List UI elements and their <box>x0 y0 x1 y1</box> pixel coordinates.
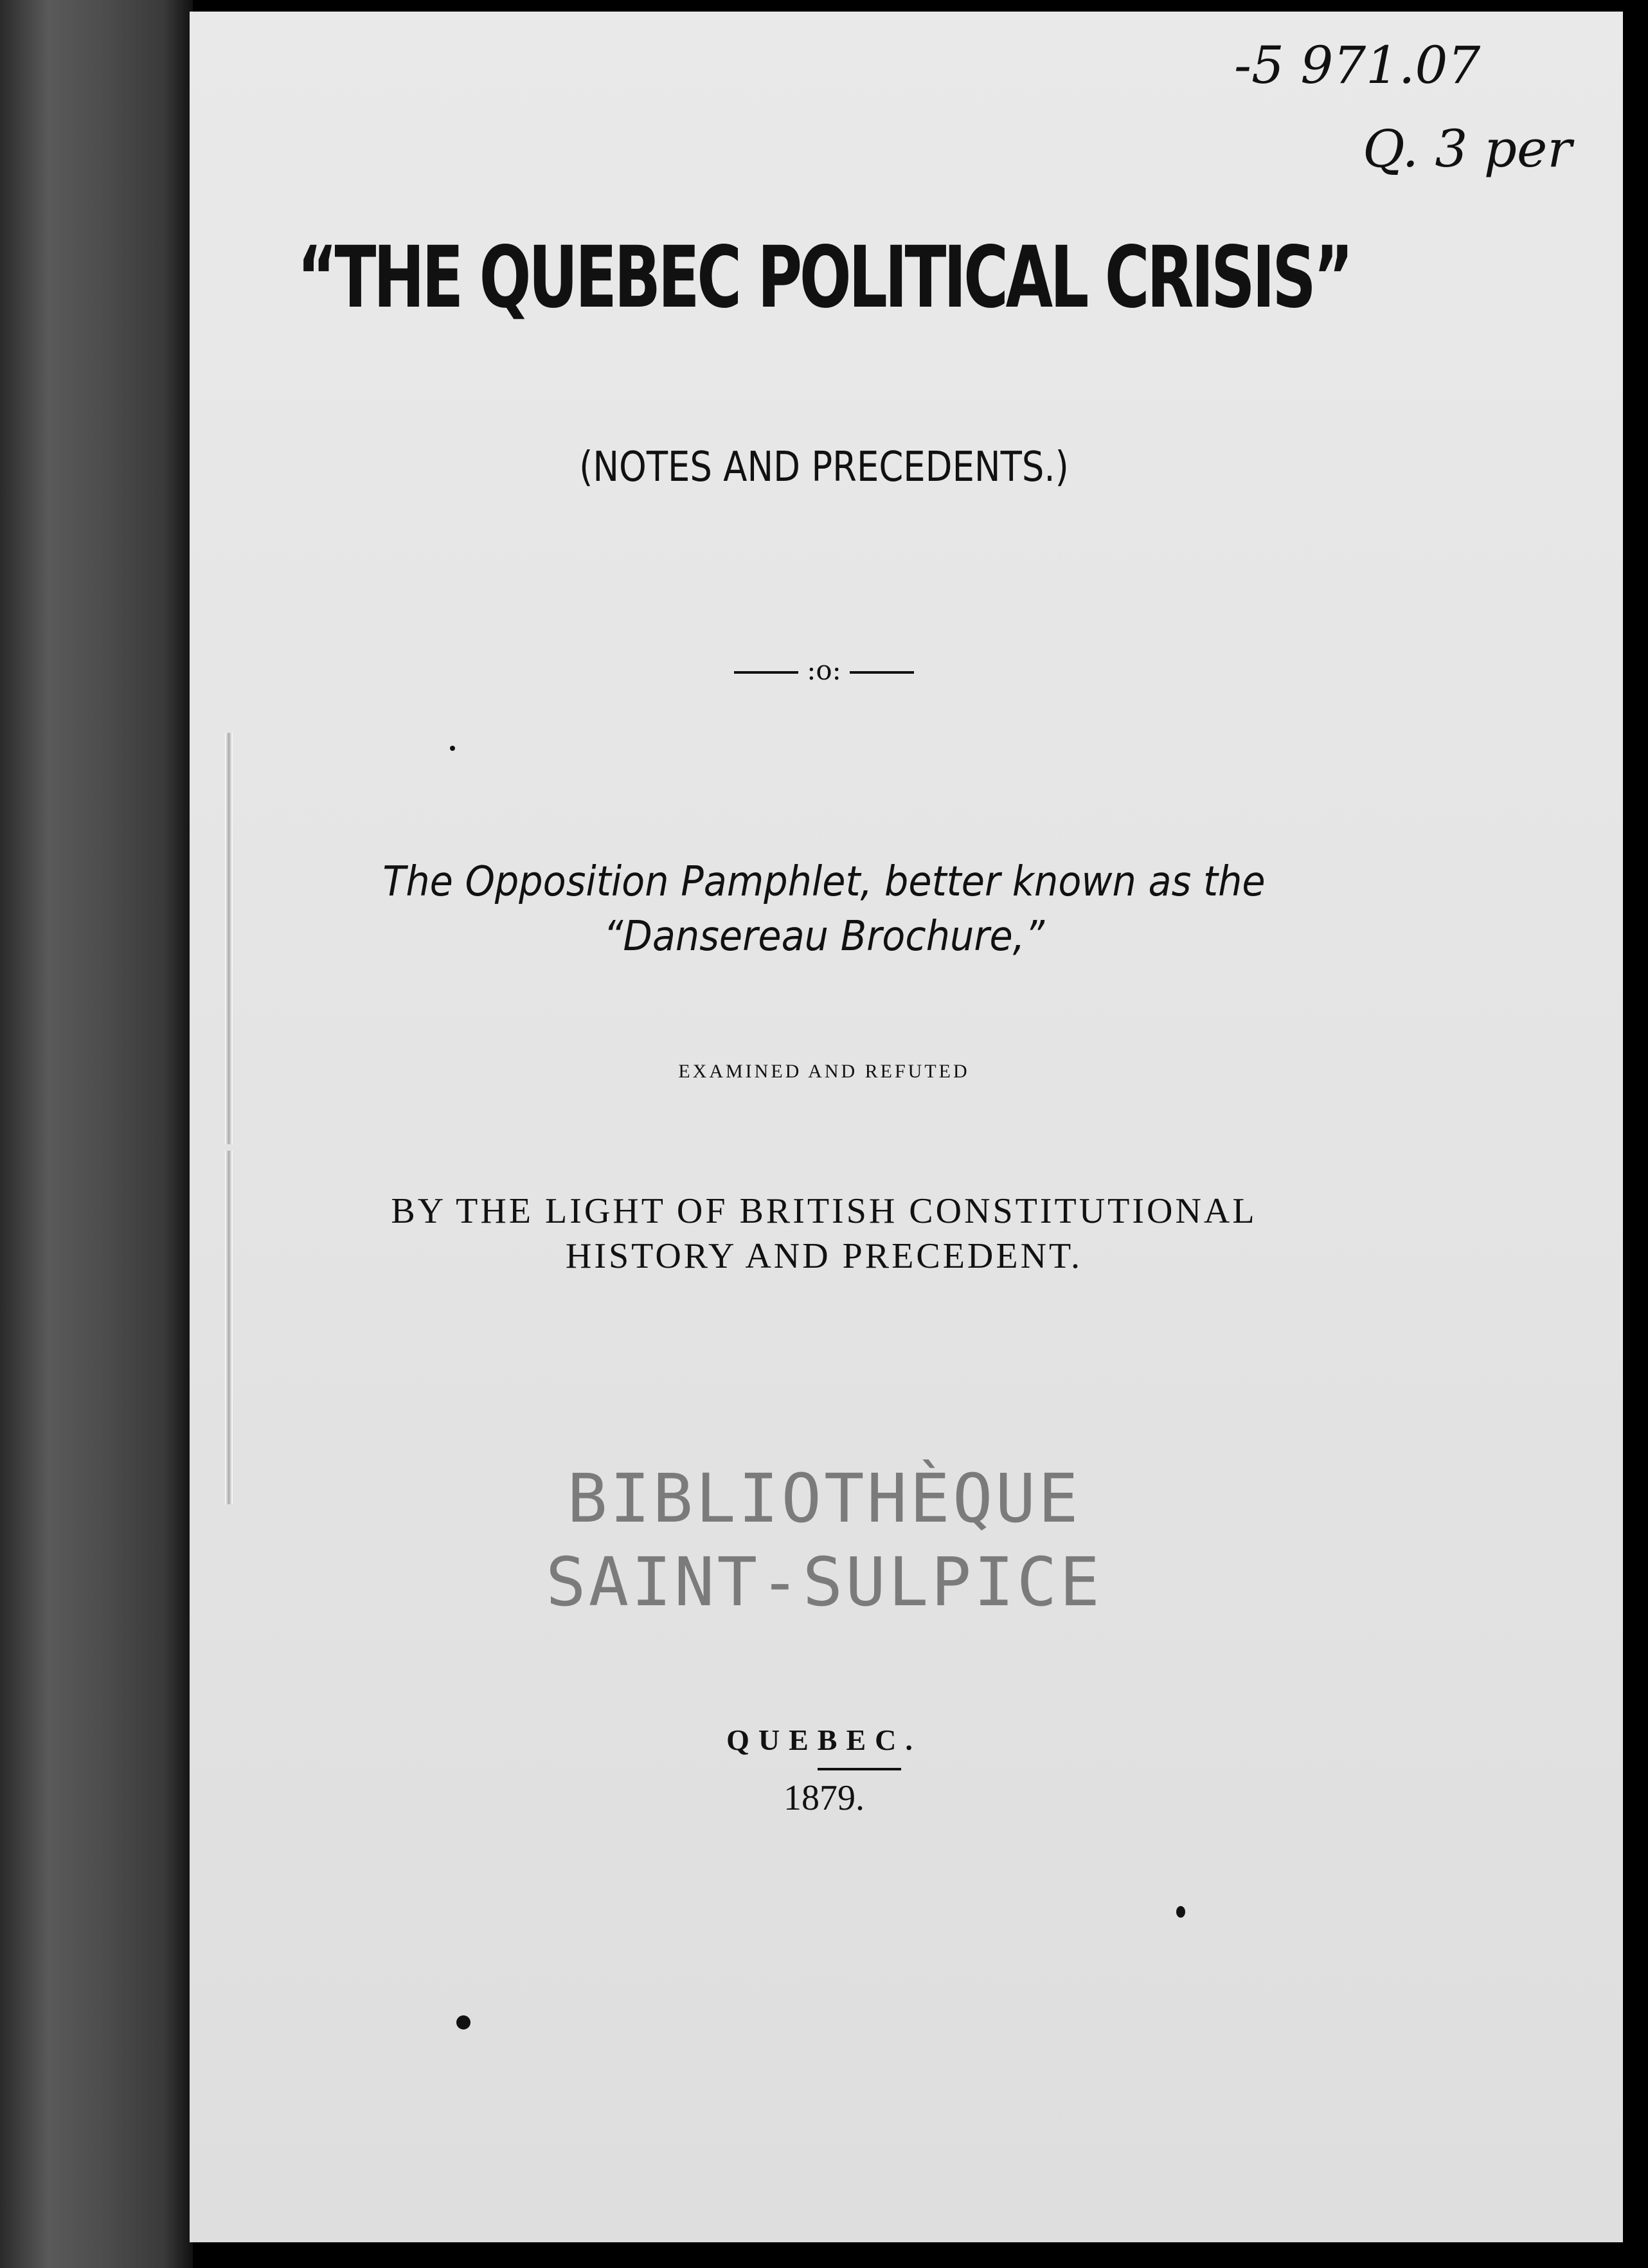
authority-line-1: BY THE LIGHT OF BRITISH CONSTITUTIONAL <box>391 1191 1257 1231</box>
divider-ornament: :o: <box>807 654 841 686</box>
divider-rule <box>734 671 798 674</box>
library-stamp-line-2: SAINT-SULPICE <box>546 1543 1102 1621</box>
examined-line: EXAMINED AND REFUTED <box>678 1061 970 1082</box>
library-stamp-line-1: BIBLIOTHÈQUE <box>567 1459 1081 1538</box>
ink-speck <box>456 2015 470 2030</box>
catalog-shelfmark: Q. 3 per <box>1363 119 1572 179</box>
divider-rule <box>850 671 914 674</box>
authority-line-2: HISTORY AND PRECEDENT. <box>565 1236 1083 1276</box>
catalog-number: -5 971.07 <box>1234 35 1481 95</box>
subtitle: (NOTES AND PRECEDENTS.) <box>579 444 1069 491</box>
description-line-2: “Dansereau Brochure,” <box>604 913 1044 960</box>
description-line-1: The Opposition Pamphlet, better known as the <box>382 858 1266 906</box>
publication-year: 1879. <box>784 1778 864 1818</box>
ink-speck <box>450 746 455 751</box>
page-title: “THE QUEBEC POLITICAL CRISIS” <box>297 228 1351 327</box>
place-of-publication: QUEBEC. <box>726 1724 922 1756</box>
title-page <box>190 12 1623 2242</box>
book-spine <box>0 0 193 2268</box>
ornamental-divider <box>0 654 1648 686</box>
ink-speck <box>1176 1906 1185 1918</box>
place-rule <box>818 1768 901 1770</box>
